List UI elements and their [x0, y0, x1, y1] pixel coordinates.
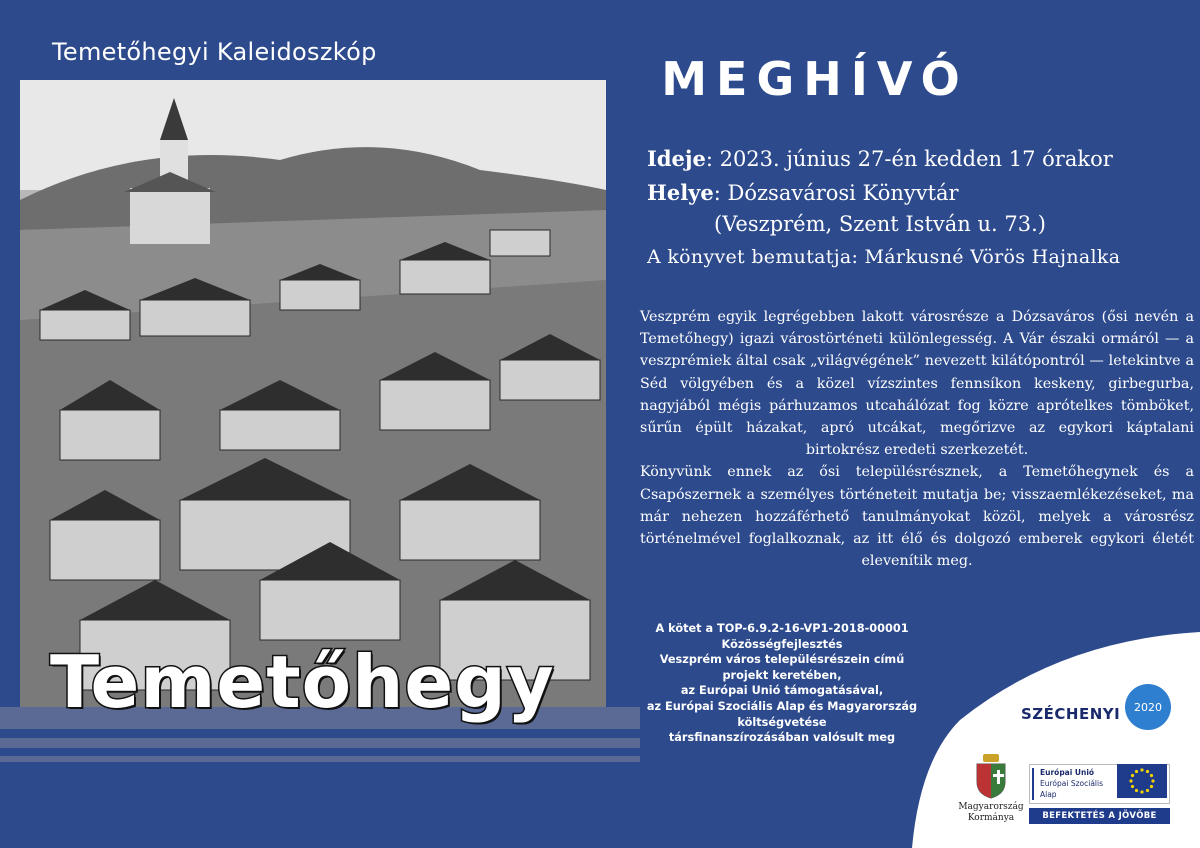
eu-label: Alap: [1040, 790, 1057, 799]
government-label-line: Kormánya: [967, 813, 1015, 823]
invitation-heading: MEGHÍVÓ: [661, 52, 969, 106]
szechenyi-2020-badge: 2020: [1125, 684, 1171, 730]
series-title: Temetőhegyi Kaleidoszkóp: [52, 38, 377, 66]
description-paragraph: Veszprém egyik legrégebben lakott városrésze a Dózsaváros (ősi nevén a Temetőhegy) igazi várostörténeti különlegesség. A Vár északi ormáról — a veszprémiek által csak „világvégének” nevezett kilátópontról — letekintve a Séd völgyében és a közel vízszintes fennsíkon keskeny, girbegurba, nagyjából mégis párhuzamos utcahálózat fog közre aprótelkes tömböket, sűrűn épült házakat, apró utcákat, megőrizve az egykori káptalani birtokrész eredeti szerkezetét.: [640, 309, 1194, 459]
szechenyi-logo-text: SZÉCHENYI: [1021, 705, 1121, 723]
government-label: [948, 802, 1034, 824]
funding-line: az Európai Unió támogatásával,: [680, 684, 884, 698]
eu-label: Európai Unió: [1040, 768, 1095, 777]
funding-line: társfinanszírozásában valósult meg: [668, 731, 896, 745]
presenter-line: A könyvet bemutatja: Márkusné Vörös Hajnalka: [647, 246, 1121, 268]
funding-line: projekt keretében,: [722, 668, 842, 682]
funding-line: A kötet a TOP-6.9.2-16-VP1-2018-00001: [655, 622, 909, 635]
event-address: (Veszprém, Szent István u. 73.): [714, 212, 1046, 236]
place-label: Helye: [647, 180, 714, 205]
eu-label: Európai Szociális: [1040, 779, 1103, 788]
eu-flag-icon: [1117, 764, 1167, 798]
book-title: Temetőhegy: [50, 640, 555, 724]
date-label: Ideje: [647, 146, 706, 171]
place-value: : Dózsavárosi Könyvtár: [713, 181, 959, 205]
funding-line: költségvetése: [737, 715, 827, 729]
funding-line: az Európai Szociális Alap és Magyarország: [646, 699, 918, 713]
funding-line: Közösségfejlesztés: [721, 637, 843, 651]
funding-line: Veszprém város településrészein című: [659, 653, 905, 667]
slogan-banner: BEFEKTETÉS A JÖVŐBE: [1029, 808, 1170, 824]
description-paragraph: Könyvünk ennek az ősi településrésznek, a Temetőhegynek és a Csapószernek a személyes történeteit mutatja be; visszaemlékezéseket, ma már nehezen hozzáférhető tanulmányokat közöl, melyek a városrész történelmével foglalkoznak, az itt élő és dolgozó emberek egykori életét elevenítik meg.: [640, 464, 1194, 570]
date-value: : 2023. június 27-én kedden 17 órakor: [705, 147, 1113, 171]
hungarian-coat-of-arms-icon: [971, 752, 1011, 800]
government-label-line: Magyarország: [958, 802, 1024, 812]
